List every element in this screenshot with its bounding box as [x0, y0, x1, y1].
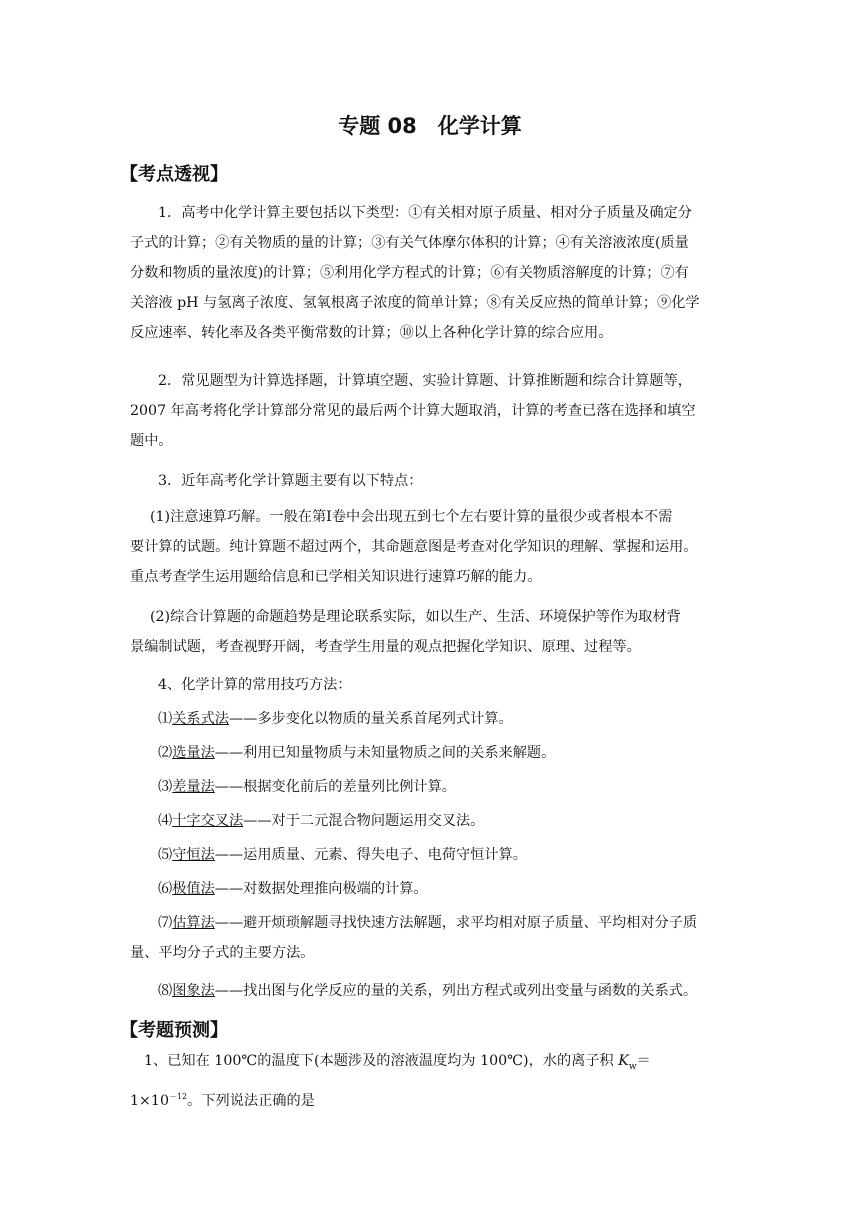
paragraph-1-line: 1．高考中化学计算主要包括以下类型：①有关相对原子质量、相对分子质量及确定分 — [158, 205, 692, 221]
method-name: 选量法 — [172, 745, 215, 761]
method-item — [130, 976, 734, 1006]
method-description: ——找出图与化学反应的量的关系，列出方程式或列出变量与函数的关系式。 — [214, 983, 698, 999]
section-heading-predictions: 【考题预测】 — [120, 1020, 228, 1041]
paragraph-2-line: 题中。 — [130, 433, 173, 449]
method-name: 估算法 — [172, 915, 215, 931]
paragraph-4 — [130, 502, 734, 592]
method-item — [130, 806, 734, 836]
method-number: ⑴ — [158, 711, 173, 727]
paragraph-3 — [130, 466, 734, 496]
method-name: 极值法 — [172, 881, 215, 897]
method-description: ——对于二元混合物问题运用交叉法。 — [243, 813, 485, 829]
method-item — [130, 874, 734, 904]
paragraph-5 — [130, 602, 734, 662]
question-1 — [130, 1046, 734, 1116]
method-description: ——运用质量、元素、得失电子、电荷守恒计算。 — [214, 847, 527, 863]
paragraph-2-line: 2．常见题型为计算选择题，计算填空题、实验计算题、计算推断题和综合计算题等， — [158, 373, 692, 389]
method-number: ⑻ — [158, 983, 173, 999]
method-name: 差量法 — [172, 779, 215, 795]
section-heading-exam-points: 【考点透视】 — [120, 164, 228, 185]
method-item — [130, 704, 734, 734]
page-title: 专题 08 化学计算 — [338, 114, 522, 138]
paragraph-6-line: 4、化学计算的常用技巧方法： — [158, 677, 352, 693]
paragraph-3-line: 3．近年高考化学计算题主要有以下特点： — [158, 473, 423, 489]
paragraph-4-line: 要计算的试题。纯计算题不超过两个，其命题意图是考查对化学知识的理解、掌握和运用。 — [130, 539, 698, 555]
paragraph-1 — [130, 198, 734, 348]
method-name: 十字交叉法 — [172, 813, 244, 829]
method-item — [130, 840, 734, 870]
question-1-text: ＝ — [636, 1053, 651, 1069]
method-number: ⑺ — [158, 915, 173, 931]
question-1-text: 。下列说法正确的是 — [187, 1092, 315, 1109]
method-name: 图象法 — [172, 983, 215, 999]
paragraph-4-line: (1)注意速算巧解。一般在第Ⅰ卷中会出现五到七个左右要计算的量很少或者根本不需 — [150, 509, 673, 525]
paragraph-1-line: 子式的计算；②有关物质的量的计算；③有关气体摩尔体积的计算；④有关溶液浓度(质量 — [130, 235, 689, 251]
paragraph-6 — [130, 670, 734, 700]
paragraph-4-line: 重点考查学生运用题给信息和已学相关知识进行速算巧解的能力。 — [130, 569, 542, 585]
method-description: ——利用已知量物质与未知量物质之间的关系来解题。 — [214, 745, 556, 761]
method-number: ⑷ — [158, 813, 173, 829]
method-number: ⑶ — [158, 779, 173, 795]
paragraph-1-line: 关溶液 pH 与氢离子浓度、氢氧根离子浓度的简单计算；⑧有关反应热的简单计算；⑨化学 — [130, 295, 700, 311]
question-1-text: 1×10 — [130, 1092, 169, 1109]
method-number: ⑵ — [158, 745, 173, 761]
method-name: 关系式法 — [172, 711, 229, 727]
paragraph-5-line: (2)综合计算题的命题趋势是理论联系实际，如以生产、生活、环境保护等作为取材背 — [150, 609, 681, 625]
method-item — [130, 772, 734, 802]
paragraph-2 — [130, 366, 734, 456]
method-description: ——根据变化前后的差量列比例计算。 — [214, 779, 456, 795]
question-1-text: 1、已知在 100℃的温度下(本题涉及的溶液温度均为 100℃)，水的离子积 — [144, 1053, 619, 1069]
method-description: ——对数据处理推向极端的计算。 — [214, 881, 428, 897]
paragraph-1-line: 反应速率、转化率及各类平衡常数的计算；⑩以上各种化学计算的综合应用。 — [130, 325, 613, 341]
method-description-continued: 量、平均分子式的主要方法。 — [130, 945, 315, 961]
paragraph-2-line: 2007 年高考将化学计算部分常见的最后两个计算大题取消，计算的考查已落在选择和填空 — [130, 403, 696, 419]
method-number: ⑹ — [158, 881, 173, 897]
exponent: －12 — [168, 1091, 188, 1101]
kw-subscript: w — [628, 1061, 637, 1072]
method-item — [130, 908, 734, 968]
method-description: ——避开烦琐解题寻找快速方法解题，求平均相对原子质量、平均相对分子质 — [214, 915, 698, 931]
method-name: 守恒法 — [172, 847, 215, 863]
method-description: ——多步变化以物质的量关系首尾列式计算。 — [228, 711, 513, 727]
method-item — [130, 738, 734, 768]
method-number: ⑸ — [158, 847, 173, 863]
paragraph-5-line: 景编制试题，考查视野开阔，考查学生用量的观点把握化学知识、原理、过程等。 — [130, 639, 641, 655]
kw-symbol: K — [618, 1053, 629, 1069]
paragraph-1-line: 分数和物质的量浓度)的计算；⑤利用化学方程式的计算；⑥有关物质溶解度的计算；⑦有 — [130, 265, 689, 281]
